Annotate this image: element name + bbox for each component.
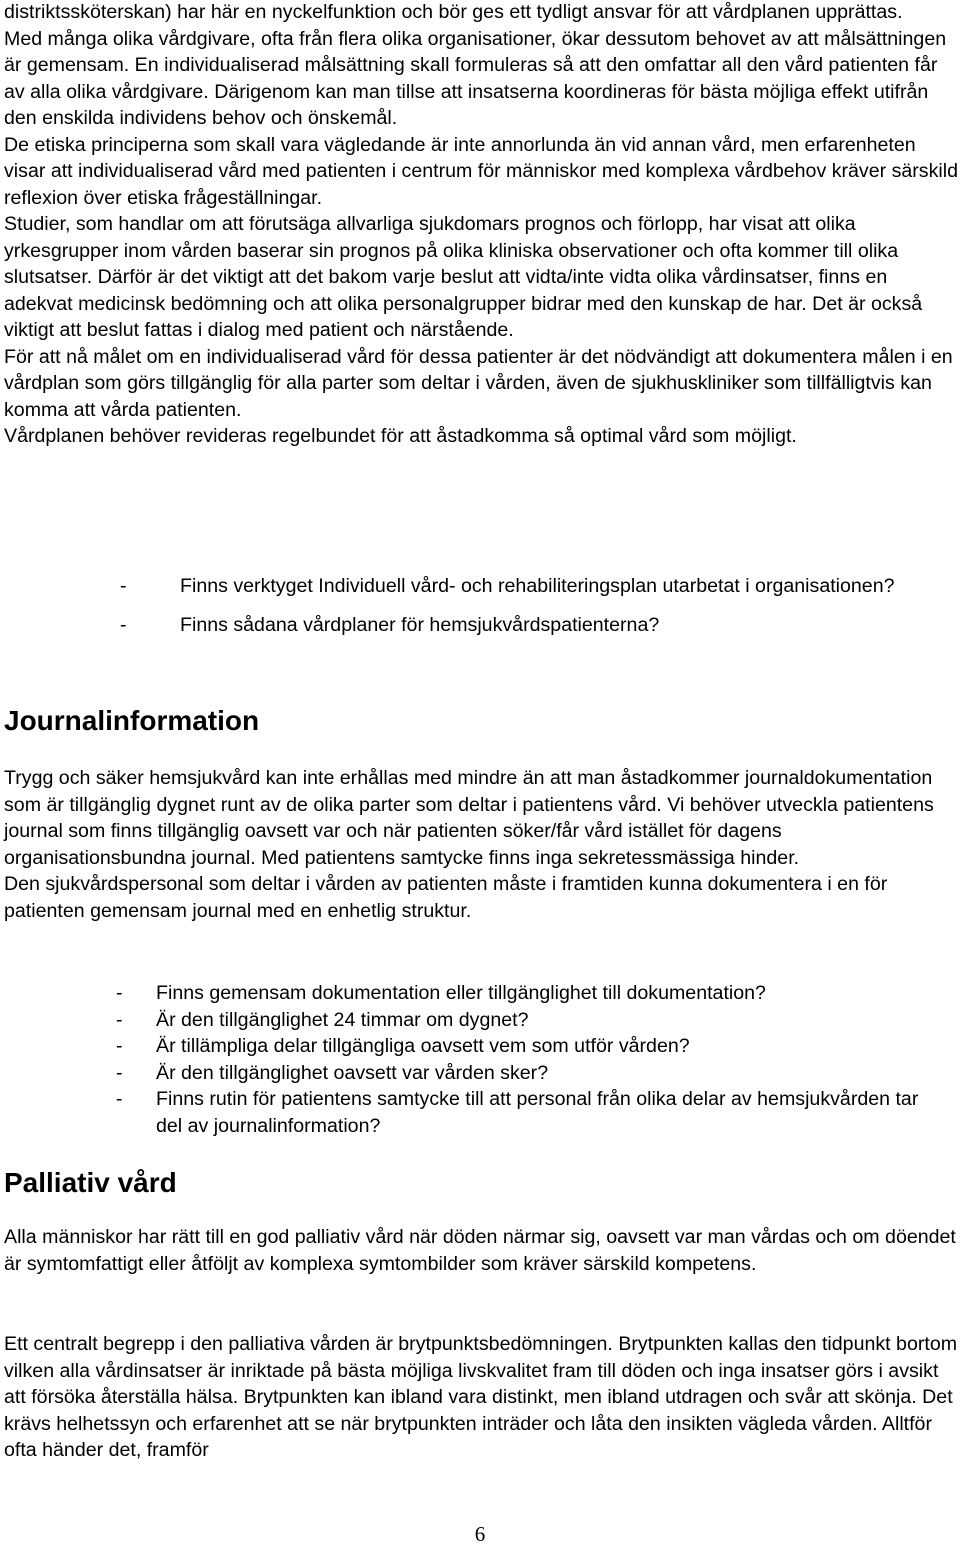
list-dash: - [116,1061,123,1084]
list-dash: - [116,1088,123,1110]
paragraph: Trygg och säker hemsjukvård kan inte erhållas med mindre än att man åstadkommer journaldokumentation som är tillgänglig dygnet runt av de olika parter som deltar i patientens vård. Vi behöver utveckla patientens journal som finns tillgänglig oavsett var och när patienten söker/får vård istället för dagens organisationsbundna journal. Med patientens samtycke finns inga sekretessmässiga hinder. [4,767,934,869]
list-item [116,1007,946,1034]
paragraph: Vårdplanen behöver revideras regelbundet för att åstadkomma så optimal vård som möjligt. [4,425,797,447]
list-dash: - [116,1008,123,1031]
journal-section [4,765,960,924]
list-item-text: Är den tillgänglighet 24 timmar om dygnet? [156,1008,529,1031]
paragraph: Ett centralt begrepp i den palliativa vården är brytpunktsbedömningen. Brytpunkten kallas den tidpunkt bortom vilken alla vårdinsatser är inriktade på bästa möjliga livskvalitet fram till döden och inga insatser görs i avsikt att försöka återställa hälsa. Brytpunkten kan ibland vara distinkt, men ibland utdragen och svår att skönja. Det krävs helhetssyn och erfarenhet att se när brytpunkten inträder och låta den insikten vägleda vården. Alltför ofta händer det, framför [4,1333,958,1461]
section-heading-journal: Journalinformation [4,705,260,736]
paragraph: Den sjukvårdspersonal som deltar i vården av patienten måste i framtiden kunna dokumentera i en för patienten gemensam journal med en enhetlig struktur. [4,873,888,922]
list-item [120,573,950,600]
list-item [116,1060,946,1087]
section-heading-palliativ: Palliativ vård [4,1167,177,1198]
intro-section [4,0,960,450]
list-item [116,1086,946,1139]
list-item-text: Är tillämpliga delar tillgängliga oavsett vem som utför vården? [156,1035,690,1057]
list-dash: - [120,613,127,636]
paragraph: Med många olika vårdgivare, ofta från flera olika organisationer, ökar dessutom behovet av att målsättningen är gemensam. En individualiserad målsättning skall formuleras så att den omfattar all den vård patienten får av alla olika vårdgivare. Därigenom kan man tillse att insatserna koordineras för bästa möjliga effekt utifrån den enskilda individens behov och önskemål. [4,27,947,129]
list-item-text: Finns gemensam dokumentation eller tillgänglighet till dokumentation? [156,982,766,1004]
list-item-text: Är den tillgänglighet oavsett var vården sker? [156,1061,549,1084]
paragraph: De etiska principerna som skall vara vägledande är inte annorlunda än vid annan vård, men erfarenheten visar att individualiserad vård med patienten i centrum för människor med komplexa vårdbehov kräver särskild reflexion över etiska frågeställningar. [4,133,958,209]
list-item [116,1033,946,1060]
list-item-text: Finns verktyget Individuell vård- och rehabiliteringsplan utarbetat i organisationen? [180,575,895,597]
question-list [116,980,946,1139]
paragraph: Studier, som handlar om att förutsäga allvarliga sjukdomars prognos och förlopp, har visat att olika yrkesgrupper inom vården baserar sin prognos på olika kliniska observationer och ofta kommer till olika slutsatser. Därför är det viktigt att det bakom varje beslut att vidta/inte vidta olika vårdinsatser, finns en adekvat medicinsk bedömning och att olika personalgrupper bidrar med den kunskap de har. Det är också viktigt att beslut fattas i dialog med patient och närstående. [4,213,923,341]
list-dash: - [120,575,127,597]
paragraph: distriktssköterskan) har här en nyckelfunktion och bör ges ett tydligt ansvar för att vårdplanen upprättas. [4,1,903,23]
paragraph: Alla människor har rätt till en god palliativ vård när döden närmar sig, oavsett var man vårdas och om döendet är symtomfattigt eller åtföljt av komplexa symtombilder som kräver särskild kompetens. [4,1226,956,1275]
palliativ-section [4,1331,960,1464]
list-item-text: Finns rutin för patientens samtycke till att personal från olika delar av hemsjukvården tar del av journalinformation? [156,1088,919,1137]
paragraph: För att nå målet om en individualiserad vård för dessa patienter är det nödvändigt att dokumentera målen i en vårdplan som görs tillgänglig för alla parter som deltar i vården, även de sjukhuskliniker som tillfälligtvis kan komma att vårda patienten. [4,345,953,421]
palliativ-section [4,1224,960,1277]
list-dash: - [116,1035,123,1057]
list-dash: - [116,982,123,1004]
list-item [116,980,946,1007]
list-item [120,612,950,639]
page-number: 6 [474,1522,486,1546]
list-item-text: Finns sådana vårdplaner för hemsjukvårdspatienterna? [180,613,660,636]
question-list [120,573,950,650]
